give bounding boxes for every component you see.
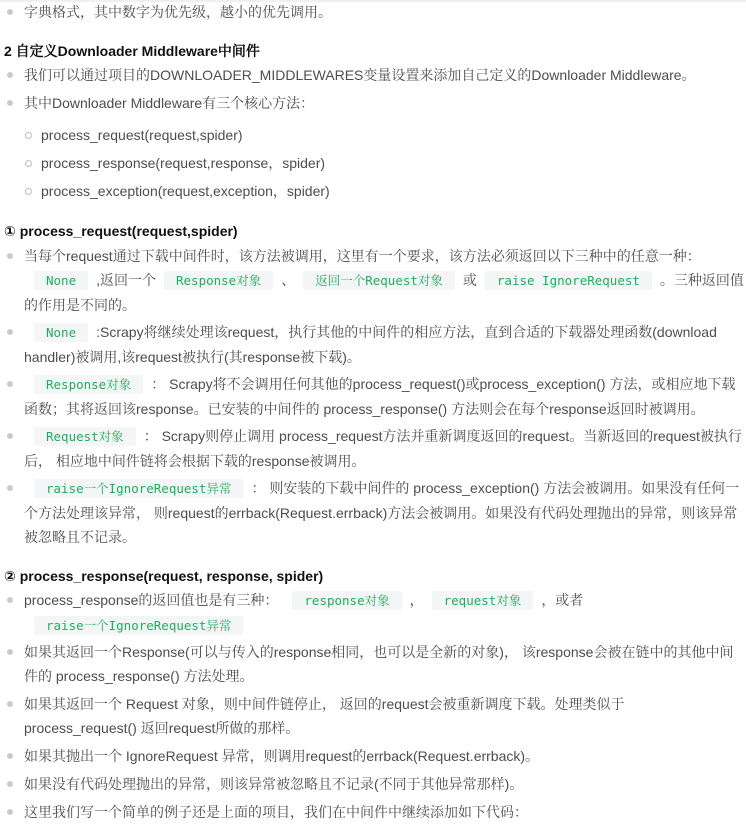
list-item xyxy=(0,63,746,87)
code-request-object: Request对象 xyxy=(34,427,136,446)
method-text: process_exception(request,exception，spider) xyxy=(41,183,330,199)
code-none: None xyxy=(34,271,88,290)
method-item xyxy=(0,179,330,203)
method-item xyxy=(0,123,243,147)
separator-text: 或 xyxy=(462,272,477,288)
list-item xyxy=(0,91,746,115)
list-item xyxy=(0,772,744,796)
list-item-text: 这里我们写一个简单的例子还是上面的项目，我们在中间件中继续添加如下代码： xyxy=(24,804,528,820)
method-text: process_response(request,response，spider) xyxy=(41,155,326,171)
code-response-object: response对象 xyxy=(292,591,401,610)
code-raise-ignorerequest-exception: raise一个IgnoreRequest异常 xyxy=(34,616,243,635)
list-item xyxy=(0,320,744,369)
code-response-object: Response对象 xyxy=(164,271,273,290)
list-item xyxy=(0,588,744,638)
section-heading-process-request: ① process_request(request,spider) xyxy=(4,223,238,239)
list-item-text: ： Scrapy将不会调用任何其他的process_request()或process_exception() 方法，或相应地下载函数；其将返回该response。已安装的中间件的 process_response() 方法则会在每个response返回时被调用。 xyxy=(24,376,736,417)
separator-text: ， xyxy=(409,592,424,608)
list-item xyxy=(0,476,744,549)
code-response-object: Response对象 xyxy=(34,375,143,394)
section-heading-process-response: ② process_response(request, response, spider) xyxy=(4,568,324,584)
list-item-text: 如果其返回一个 Request 对象，则中间件链停止， 返回的request会被重新调度下载。处理类似于process_request() 返回request所做的那样。 xyxy=(24,696,625,736)
separator-text: ，或者 xyxy=(541,592,584,608)
list-item xyxy=(0,424,744,473)
list-item-text: 如果其返回一个Response(可以与传入的response相同，也可以是全新的对象)， 该response会被在链中的其他中间件的 process_response() 方法处理。 xyxy=(24,644,734,684)
list-item-text: 当每个request通过下载中间件时，该方法被调用，这里有一个要求，该方法必须返回以下三种中的任意一种： xyxy=(24,248,701,264)
list-item xyxy=(0,372,744,421)
list-item xyxy=(0,0,746,24)
list-item-text: ： 则安装的下载中间件的 process_exception() 方法会被调用。如果没有任何一个方法处理该异常， 则request的errback(Request.errback)方法会被调用。如果没有代码处理抛出的异常，则该异常被忽略且不记录。 xyxy=(24,480,740,545)
list-item xyxy=(0,244,744,317)
list-item xyxy=(0,800,744,824)
code-raise-ignorerequest-exception: raise一个IgnoreRequest异常 xyxy=(34,479,243,498)
list-item-text: ： Scrapy则停止调用 process_request方法并重新调度返回的request。当新返回的request被执行后， 相应地中间件链将会根据下载的response被调用。 xyxy=(24,428,742,469)
list-item-text: process_response的返回值也是有三种： xyxy=(24,592,279,608)
list-item xyxy=(0,692,664,740)
list-item-text: 其中Downloader Middleware有三个核心方法： xyxy=(24,95,315,111)
list-item-text: 如果没有代码处理抛出的异常，则该异常被忽略且不记录(不同于其他异常那样)。 xyxy=(24,776,524,792)
list-item xyxy=(0,744,744,768)
list-item-text: :Scrapy将继续处理该request，执行其他的中间件的相应方法，直到合适的下载器处理函数(download handler)被调用,该request被执行(其response被下载)。 xyxy=(24,324,717,365)
method-text: process_request(request,spider) xyxy=(41,127,243,143)
list-item-text: 字典格式，其中数字为优先级，越小的优先调用。 xyxy=(24,4,332,20)
code-raise-ignorerequest: raise IgnoreRequest xyxy=(485,271,652,290)
section-heading-custom-middleware: 2 自定义Downloader Middleware中间件 xyxy=(4,43,260,59)
list-item-text: 如果其抛出一个 IgnoreRequest 异常，则调用request的errback(Request.errback)。 xyxy=(24,748,540,764)
code-request-object: request对象 xyxy=(432,591,534,610)
method-item xyxy=(0,151,325,175)
code-none: None xyxy=(34,323,88,342)
code-return-request-object: 返回一个Request对象 xyxy=(303,271,455,290)
separator-text: 、 xyxy=(281,272,296,288)
list-item-text: 。三种返回值的作用是不同的。 xyxy=(24,272,744,313)
list-item-text: 我们可以通过项目的DOWNLOADER_MIDDLEWARES变量设置来添加自己定义的Downloader Middleware。 xyxy=(24,67,696,83)
list-item xyxy=(0,640,744,688)
separator-text: ,返回一个 xyxy=(96,272,156,288)
